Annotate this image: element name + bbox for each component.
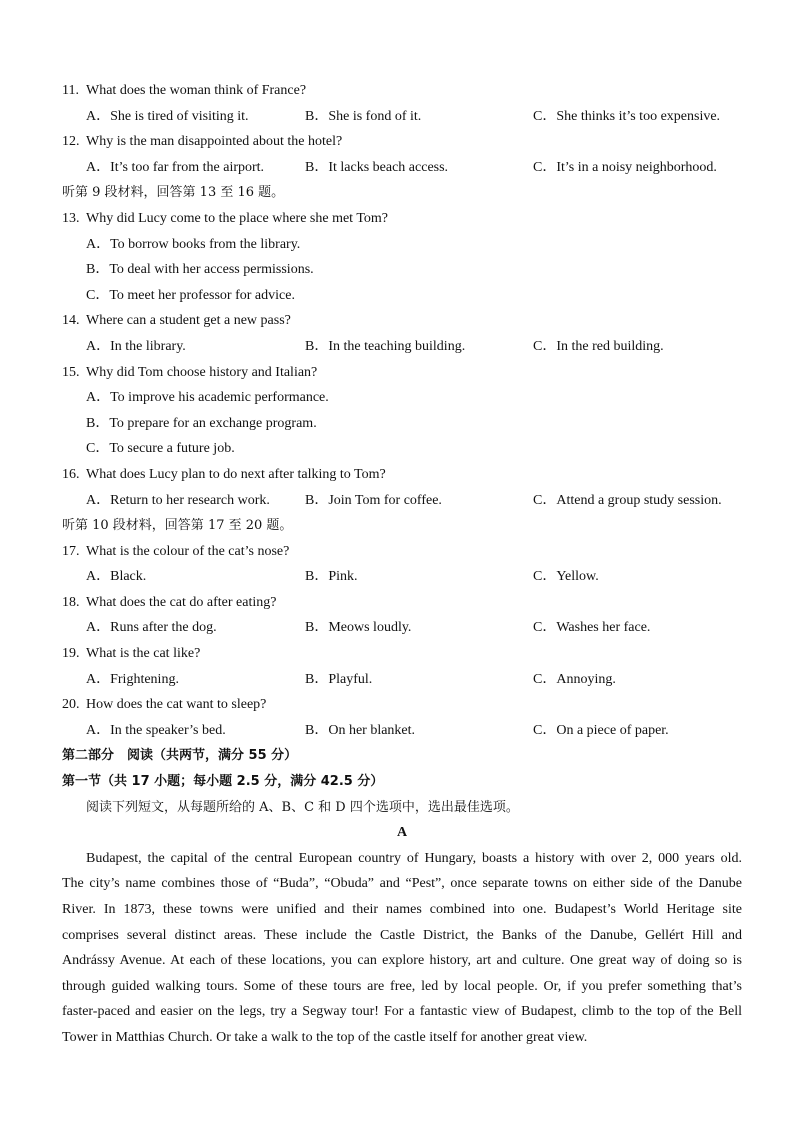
question-number: 16. [62, 466, 80, 482]
answer-option: C．She thinks it’s too expensive. [533, 108, 721, 124]
answer-option: A．Runs after the dog. [86, 620, 217, 636]
answer-option: A．It’s too far from the airport. [86, 159, 265, 175]
part-heading: 第二部分 阅读（共两节，满分 55 分） [62, 748, 298, 764]
answer-option: C．Washes her face. [533, 620, 651, 636]
answer-option: C．On a piece of paper. [533, 722, 669, 738]
question-text: What does Lucy plan to do next after talking to Tom? [86, 466, 386, 482]
answer-options-row [62, 104, 742, 130]
answer-options-row [62, 488, 742, 514]
passage-line: Andrássy Avenue. At each of these locations, you can explore history, art and culture. One great way of doing so is [62, 953, 742, 969]
question-number: 14. [62, 313, 80, 329]
passage-line: Tower in Matthias Church. Or take a walk to the top of the castle itself for another great view. [62, 1029, 588, 1045]
passage-line: The city’s name combines those of “Buda”, “Obuda” and “Pest”, once separate towns on either side of the Danube [62, 876, 742, 892]
question-text: What does the woman think of France? [86, 83, 307, 98]
question-number: 12. [62, 134, 80, 150]
question-stem [62, 129, 742, 155]
answer-option: B．It lacks beach access. [305, 159, 449, 175]
question-text: Why did Lucy come to the place where she met Tom? [86, 210, 388, 226]
answer-option: C．It’s in a noisy neighborhood. [533, 159, 717, 175]
answer-option: A．In the speaker’s bed. [86, 722, 226, 738]
question-stem [62, 78, 742, 104]
question-number: 13. [62, 210, 80, 226]
section-instruction: 听第 10 段材料，回答第 17 至 20 题。 [62, 518, 293, 534]
answer-option: A．To borrow books from the library. [86, 236, 301, 252]
passage-line: faster-paced and easier on the legs, try a Segway tour! For a fantastic view of Budapest, climb to the top of the Bell [62, 1004, 742, 1020]
question-text: How does the cat want to sleep? [86, 697, 267, 713]
answer-option: B．Playful. [305, 671, 373, 687]
answer-option: B．Join Tom for coffee. [305, 492, 442, 508]
passage-title: A [396, 825, 408, 841]
answer-options-row [62, 564, 742, 590]
question-number: 18. [62, 594, 80, 610]
answer-option: B．In the teaching building. [305, 338, 466, 354]
answer-option: A．To improve his academic performance. [86, 390, 329, 406]
exam-page [62, 78, 742, 1051]
answer-option: B．Meows loudly. [305, 620, 412, 636]
reading-instruction: 阅读下列短文，从每题所给的 A、B、C 和 D 四个选项中，选出最佳选项。 [86, 799, 519, 815]
question-stem [62, 206, 742, 232]
answer-option: C．Yellow. [533, 569, 599, 585]
answer-option: C．Attend a group study session. [533, 492, 722, 508]
question-number: 15. [62, 364, 80, 380]
answer-option: C．To secure a future job. [86, 441, 235, 457]
question-number: 11. [62, 83, 79, 98]
answer-option: A．She is tired of visiting it. [86, 108, 249, 124]
question-stem [62, 462, 742, 488]
passage-line: through guided walking tours. Some of these tours are free, led by local people. Or, if you prefer something that’s [62, 978, 742, 994]
passage-line: River. In 1873, these towns were unified and their names combined into one. Budapest’s World Heritage site [62, 902, 742, 917]
question-text: What does the cat do after eating? [86, 594, 277, 610]
answer-option: B．To prepare for an exchange program. [86, 415, 317, 431]
question-stem [62, 539, 742, 565]
answer-options-row [62, 334, 742, 360]
answer-option: B．On her blanket. [305, 722, 416, 738]
section-heading: 第一节（共 17 小题；每小题 2.5 分，满分 42.5 分） [62, 774, 384, 790]
answer-option: A．Return to her research work. [86, 492, 270, 508]
passage-line: comprises several distinct areas. These include the Castle District, the Banks of the Danube, Gellért Hill and [62, 927, 742, 943]
answer-option: C．In the red building. [533, 338, 664, 354]
passage-line: Budapest, the capital of the central European country of Hungary, boasts a history with over 2, 000 years old. [86, 850, 742, 866]
answer-options-row [62, 718, 742, 744]
question-text: Why is the man disappointed about the hotel? [86, 134, 343, 150]
question-stem [62, 692, 742, 718]
question-number: 17. [62, 543, 80, 559]
question-number: 20. [62, 697, 80, 713]
question-stem [62, 641, 742, 667]
section-instruction: 听第 9 段材料，回答第 13 至 16 题。 [62, 185, 285, 201]
question-text: Why did Tom choose history and Italian? [86, 364, 318, 380]
answer-option: A．Black. [86, 569, 147, 585]
answer-option: B．To deal with her access permissions. [86, 262, 314, 278]
question-stem [62, 590, 742, 616]
question-text: What is the cat like? [86, 646, 201, 662]
answer-option: C．Annoying. [533, 671, 616, 687]
question-text: What is the colour of the cat’s nose? [86, 543, 290, 559]
question-number: 19. [62, 646, 80, 662]
answer-options-row [62, 615, 742, 641]
answer-options-row [62, 667, 742, 693]
answer-option: B．Pink. [305, 569, 358, 585]
question-stem [62, 360, 742, 386]
answer-options-row [62, 155, 742, 181]
answer-option: A．In the library. [86, 338, 186, 354]
answer-option: B．She is fond of it. [305, 108, 422, 124]
question-text: Where can a student get a new pass? [86, 313, 291, 329]
answer-option: C．To meet her professor for advice. [86, 287, 295, 303]
answer-option: A．Frightening. [86, 671, 179, 687]
question-stem [62, 308, 742, 334]
